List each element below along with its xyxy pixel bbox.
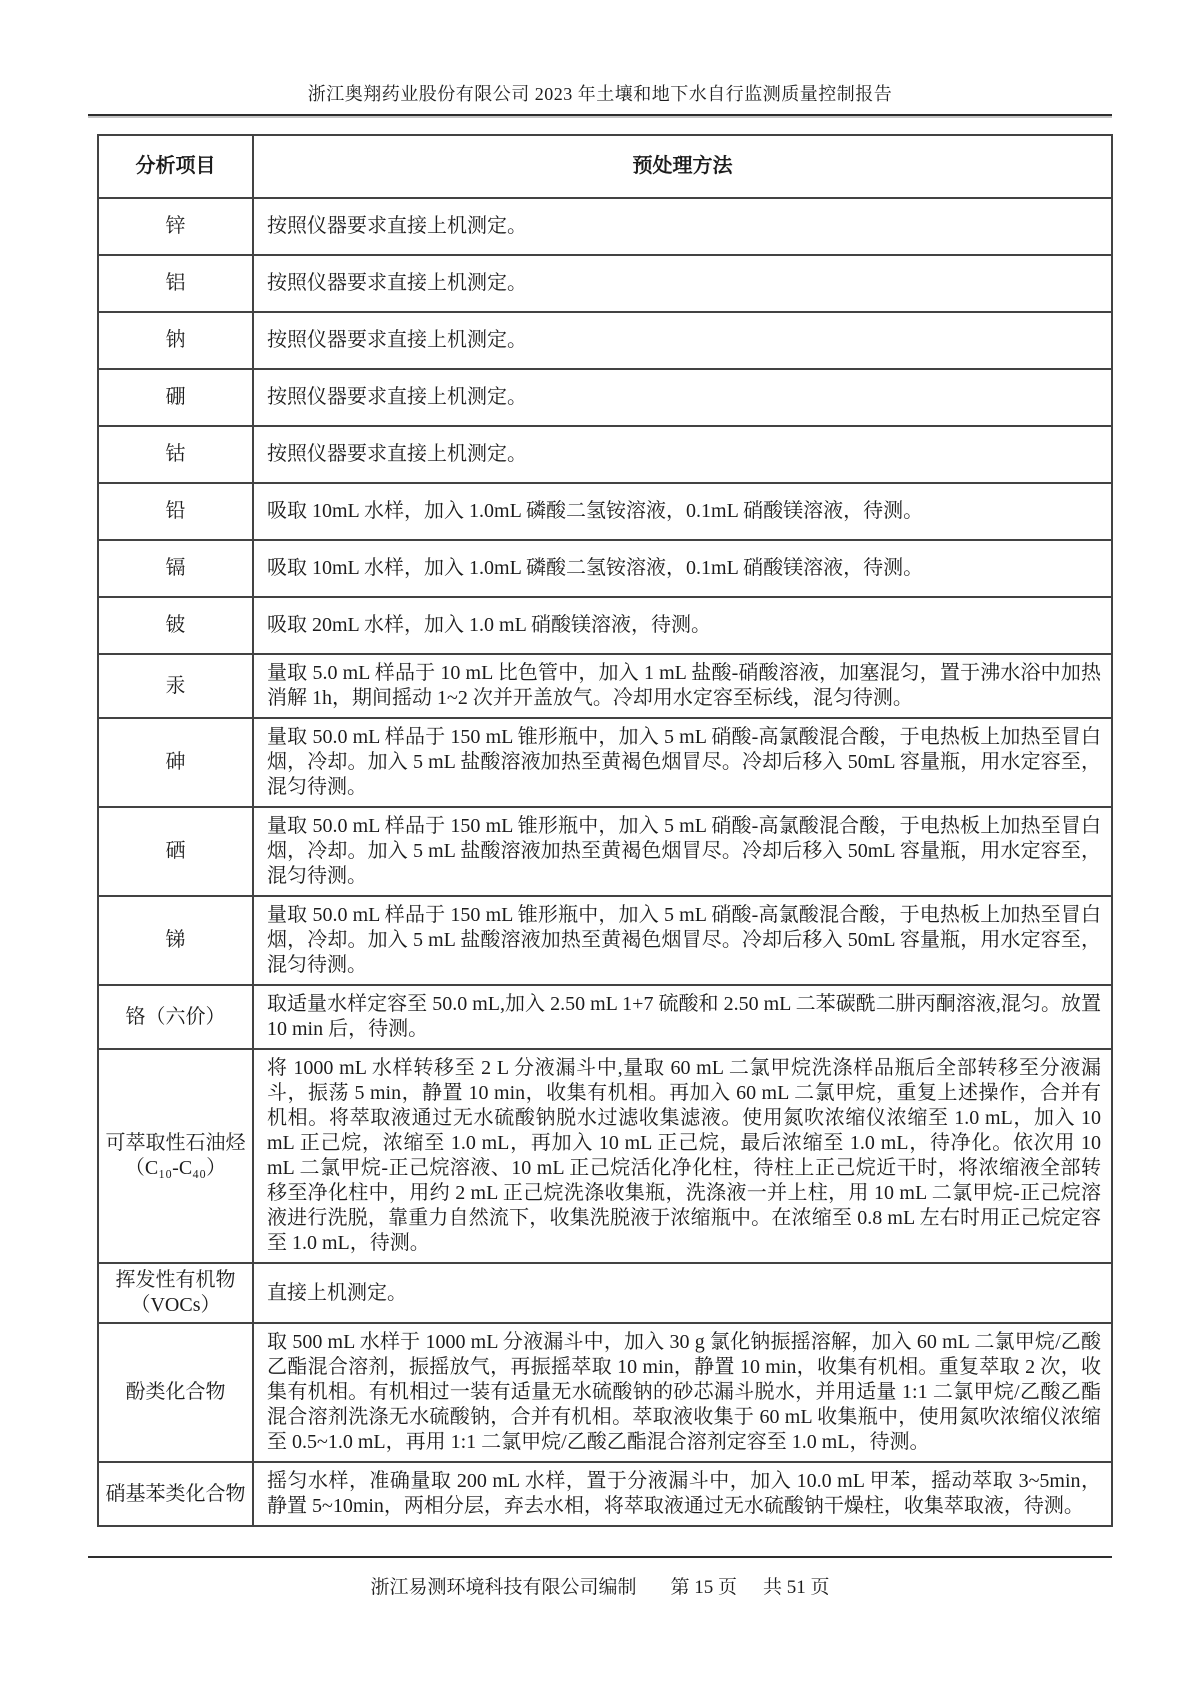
header-divider [88,114,1112,116]
pretreatment-method-cell: 取 500 mL 水样于 1000 mL 分液漏斗中，加入 30 g 氯化钠振摇溶解，加入 60 mL 二氯甲烷/乙酸乙酯混合溶剂，振摇放气，再振摇萃取 10 min，静置 10 min，收集有机相。重复萃取 2 次，收集有机相。有机相过一装有适量无水硫酸钠的砂芯漏斗脱水，并用适量 1:1 二氯甲烷/乙酸乙酯混合溶剂洗涤无水硫酸钠，合并有机相。萃取液收集于 60 mL 收集瓶中，使用氮吹浓缩仪浓缩至 0.5~1.0 mL，再用 1:1 二氯甲烷/乙酸乙酯混合溶剂定容至 1.0 mL，待测。 [253,1323,1112,1462]
table-header-row [98,135,1112,198]
pretreatment-method-cell: 按照仪器要求直接上机测定。 [253,369,1112,426]
analysis-item-cell: 锑 [98,896,253,985]
table-body [98,198,1112,1526]
analysis-item-cell: 锌 [98,198,253,255]
footer-page-total: 共 51 页 [763,1577,830,1598]
footer-text [88,1572,1112,1599]
footer-page-number: 第 15 页 [670,1577,737,1598]
table-row [98,1263,1112,1323]
pretreatment-method-cell: 吸取 10mL 水样，加入 1.0mL 磷酸二氢铵溶液，0.1mL 硝酸镁溶液，待测。 [253,483,1112,540]
analysis-item-cell: 铍 [98,597,253,654]
table-row [98,1323,1112,1462]
table-row [98,718,1112,807]
pretreatment-method-cell: 吸取 10mL 水样，加入 1.0mL 磷酸二氢铵溶液，0.1mL 硝酸镁溶液，待测。 [253,540,1112,597]
analysis-item-cell: 钠 [98,312,253,369]
analysis-item-cell: 挥发性有机物（VOCs） [98,1263,253,1323]
analysis-item-cell: 铬（六价） [98,985,253,1049]
pretreatment-method-cell: 吸取 20mL 水样，加入 1.0 mL 硝酸镁溶液，待测。 [253,597,1112,654]
pretreatment-method-cell: 按照仪器要求直接上机测定。 [253,426,1112,483]
analysis-item-cell: 铝 [98,255,253,312]
pretreatment-method-cell: 直接上机测定。 [253,1263,1112,1323]
pretreatment-method-cell: 将 1000 mL 水样转移至 2 L 分液漏斗中,量取 60 mL 二氯甲烷洗涤样品瓶后全部转移至分液漏斗，振荡 5 min，静置 10 min，收集有机相。再加入 60 mL 二氯甲烷，重复上述操作，合并有机相。将萃取液通过无水硫酸钠脱水过滤收集滤液。使用氮吹浓缩仪浓缩至 1.0 mL，加入 10 mL 正己烷，浓缩至 1.0 mL，再加入 10 mL 正己烷，最后浓缩至 1.0 mL，待净化。依次用 10 mL 二氯甲烷-正己烷溶液、10 mL 正己烷活化净化柱，待柱上正己烷近干时，将浓缩液全部转移至净化柱中，用约 2 mL 正己烷洗涤收集瓶，洗涤液一并上柱，用 10 mL 二氯甲烷-正己烷溶液进行洗脱，靠重力自然流下，收集洗脱液于浓缩瓶中。在浓缩至 0.8 mL 左右时用正己烷定容至 1.0 mL，待测。 [253,1049,1112,1263]
table-row [98,985,1112,1049]
analysis-item-cell: 镉 [98,540,253,597]
pretreatment-method-cell: 量取 50.0 mL 样品于 150 mL 锥形瓶中，加入 5 mL 硝酸-高氯酸混合酸，于电热板上加热至冒白烟，冷却。加入 5 mL 盐酸溶液加热至黄褐色烟冒尽。冷却后移入 50mL 容量瓶，用水定容至，混匀待测。 [253,718,1112,807]
analysis-item-cell: 硒 [98,807,253,896]
pretreatment-method-cell: 量取 5.0 mL 样品于 10 mL 比色管中，加入 1 mL 盐酸-硝酸溶液，加塞混匀，置于沸水浴中加热消解 1h，期间摇动 1~2 次并开盖放气。冷却用水定容至标线，混匀待测。 [253,654,1112,718]
analysis-item-cell: 可萃取性石油烃（C₁₀-C₄₀） [98,1049,253,1263]
table-row [98,896,1112,985]
pretreatment-table-wrap [97,134,1111,1527]
analysis-item-cell: 砷 [98,718,253,807]
pretreatment-method-cell: 按照仪器要求直接上机测定。 [253,255,1112,312]
footer-company: 浙江易测环境科技有限公司编制 [370,1577,637,1598]
table-row [98,255,1112,312]
table-row [98,426,1112,483]
pretreatment-method-cell: 摇匀水样，准确量取 200 mL 水样，置于分液漏斗中，加入 10.0 mL 甲苯，摇动萃取 3~5min，静置 5~10min，两相分层，弃去水相，将萃取液通过无水硫酸钠干燥柱，收集萃取液，待测。 [253,1462,1112,1526]
page-footer [88,1556,1112,1599]
analysis-item-cell: 硼 [98,369,253,426]
pretreatment-method-cell: 按照仪器要求直接上机测定。 [253,312,1112,369]
table-row [98,198,1112,255]
table-row [98,483,1112,540]
table-row [98,807,1112,896]
table-row [98,597,1112,654]
analysis-item-cell: 钴 [98,426,253,483]
table-row [98,312,1112,369]
page-header [88,80,1112,116]
table-row [98,369,1112,426]
report-title: 浙江奥翔药业股份有限公司 2023 年土壤和地下水自行监测质量控制报告 [307,84,893,104]
pretreatment-method-cell: 取适量水样定容至 50.0 mL,加入 2.50 mL 1+7 硫酸和 2.50 mL 二苯碳酰二肼丙酮溶液,混匀。放置 10 min 后，待测。 [253,985,1112,1049]
analysis-item-cell: 硝基苯类化合物 [98,1462,253,1526]
pretreatment-method-table [97,134,1113,1527]
footer-divider [88,1556,1112,1558]
pretreatment-method-cell: 按照仪器要求直接上机测定。 [253,198,1112,255]
analysis-item-cell: 汞 [98,654,253,718]
pretreatment-method-cell: 量取 50.0 mL 样品于 150 mL 锥形瓶中，加入 5 mL 硝酸-高氯酸混合酸，于电热板上加热至冒白烟，冷却。加入 5 mL 盐酸溶液加热至黄褐色烟冒尽。冷却后移入 50mL 容量瓶，用水定容至，混匀待测。 [253,896,1112,985]
table-row [98,1462,1112,1526]
analysis-item-cell: 铅 [98,483,253,540]
pretreatment-method-cell: 量取 50.0 mL 样品于 150 mL 锥形瓶中，加入 5 mL 硝酸-高氯酸混合酸，于电热板上加热至冒白烟，冷却。加入 5 mL 盐酸溶液加热至黄褐色烟冒尽。冷却后移入 50mL 容量瓶，用水定容至，混匀待测。 [253,807,1112,896]
table-row [98,1049,1112,1263]
analysis-item-cell: 酚类化合物 [98,1323,253,1462]
column-header-analysis-item: 分析项目 [98,135,253,198]
table-row [98,540,1112,597]
column-header-pretreatment-method: 预处理方法 [253,135,1112,198]
table-row [98,654,1112,718]
